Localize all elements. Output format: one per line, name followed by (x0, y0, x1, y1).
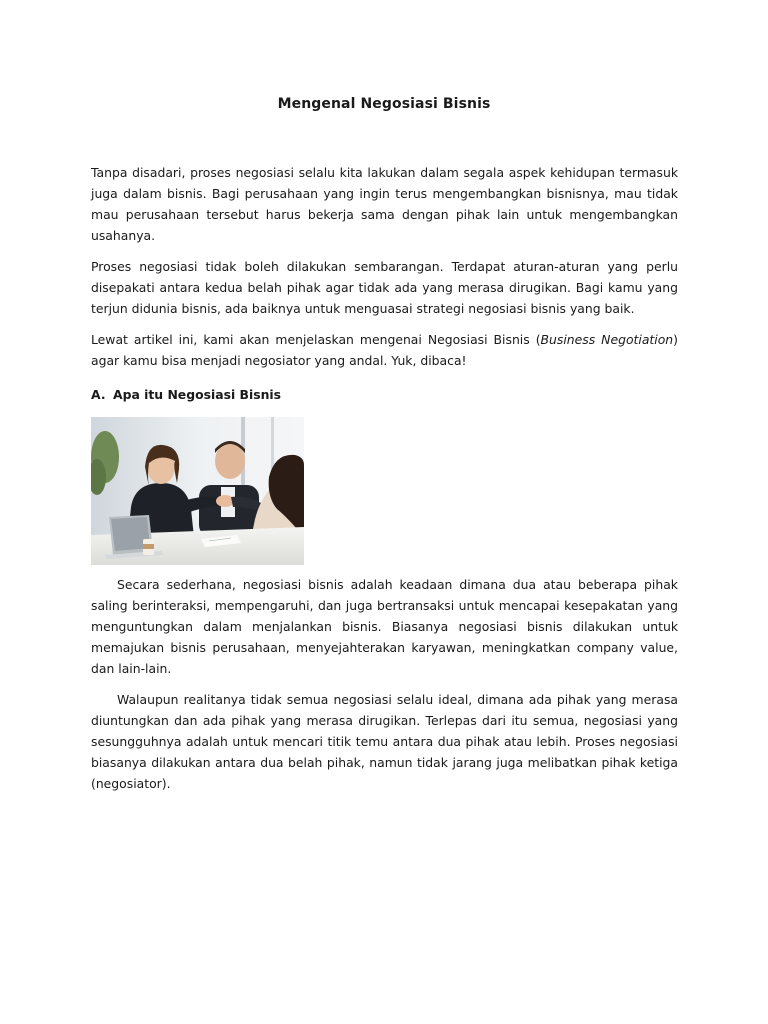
para3-italic-term: Business Negotiation (540, 332, 674, 347)
section-a-body (91, 574, 678, 804)
document-title: Mengenal Negosiasi Bisnis (277, 96, 491, 112)
para3-before: Lewat artikel ini, kami akan menjelaskan mengenai Negosiasi Bisnis ( (91, 332, 541, 347)
para3-after: ) agar kamu bisa menjadi negosiator yang andal. Yuk, dibaca! (91, 332, 678, 368)
section-a-title: Apa itu Negosiasi Bisnis (113, 387, 282, 402)
intro-section (91, 162, 678, 381)
intro-paragraph-1: Tanpa disadari, proses negosiasi selalu kita lakukan dalam segala aspek kehidupan termasuk juga dalam bisnis. Bagi perusahaan yang ingin terus mengembangkan bisnisnya, mau tidak mau perusahaan tersebut harus bekerja sama dengan pihak lain untuk mengembangkan usahanya. (91, 165, 678, 243)
handshake-photo (91, 417, 304, 565)
intro-paragraph-3 (91, 329, 678, 371)
section-a-number: A. (91, 387, 106, 402)
intro-paragraph-2: Proses negosiasi tidak boleh dilakukan sembarangan. Terdapat aturan-aturan yang perlu disepakati antara kedua belah pihak agar tidak ada yang merasa dirugikan. Bagi kamu yang terjun didunia bisnis, ada baiknya untuk menguasai strategi negosiasi bisnis yang baik. (91, 259, 678, 316)
section-a-paragraph-1: Secara sederhana, negosiasi bisnis adalah keadaan dimana dua atau beberapa pihak saling berinteraksi, mempengaruhi, dan juga bertransaksi untuk mencapai kesepakatan yang menguntungkan dalam menjalankan bisnis. Biasanya negosiasi bisnis dilakukan untuk memajukan bisnis perusahaan, menyejahterakan karyawan, meningkatkan company value, dan lain-lain. (91, 577, 678, 676)
section-a-paragraph-2: Walaupun realitanya tidak semua negosiasi selalu ideal, dimana ada pihak yang merasa diuntungkan dan ada pihak yang merasa dirugikan. Terlepas dari itu semua, negosiasi yang sesungguhnya adalah untuk mencari titik temu antara dua pihak atau lebih. Proses negosiasi biasanya dilakukan antara dua belah pihak, namun tidak jarang juga melibatkan pihak ketiga (negosiator). (91, 692, 678, 791)
section-a-heading (91, 387, 281, 402)
